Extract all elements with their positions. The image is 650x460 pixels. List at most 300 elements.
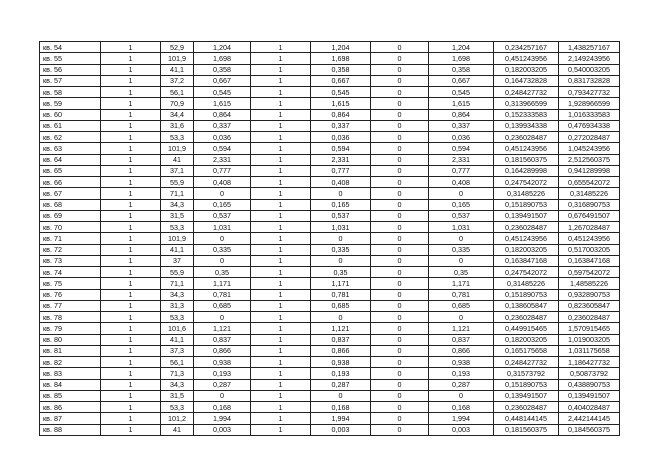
value-cell: 1,204	[194, 42, 251, 53]
table-row	[40, 379, 620, 390]
total-cell: 0,823605847	[559, 300, 620, 311]
coef-cell: 1	[251, 188, 311, 199]
count-cell: 1	[101, 334, 161, 345]
value3-cell: 0,287	[429, 379, 494, 390]
count-cell: 1	[101, 143, 161, 154]
table-row	[40, 64, 620, 75]
value2-cell: 0,408	[311, 177, 371, 188]
table-row	[40, 244, 620, 255]
value3-cell: 1,171	[429, 278, 494, 289]
coef-cell: 1	[251, 109, 311, 120]
value2-cell: 0,35	[311, 267, 371, 278]
coef-cell: 1	[251, 120, 311, 131]
zero-cell: 0	[371, 53, 429, 64]
zero-cell: 0	[371, 413, 429, 424]
value2-cell: 0	[311, 188, 371, 199]
value3-cell: 0,594	[429, 143, 494, 154]
count-cell: 1	[101, 368, 161, 379]
table-row	[40, 165, 620, 176]
value2-cell: 0,685	[311, 300, 371, 311]
value-cell: 0,594	[194, 143, 251, 154]
value-cell: 0	[194, 390, 251, 401]
value3-cell: 0,337	[429, 120, 494, 131]
zero-cell: 0	[371, 154, 429, 165]
zero-cell: 0	[371, 222, 429, 233]
area-cell: 56,1	[161, 357, 194, 368]
value2-cell: 2,331	[311, 154, 371, 165]
value2-cell: 0,545	[311, 87, 371, 98]
value3-cell: 0,777	[429, 165, 494, 176]
coef-cell: 1	[251, 267, 311, 278]
share-cell: 0,234257167	[494, 42, 559, 53]
zero-cell: 0	[371, 267, 429, 278]
share-cell: 0,181560375	[494, 424, 559, 435]
value-cell: 0,358	[194, 64, 251, 75]
value3-cell: 0,938	[429, 357, 494, 368]
value2-cell: 0,777	[311, 165, 371, 176]
apartment-cell: кв. 59	[40, 98, 101, 109]
zero-cell: 0	[371, 120, 429, 131]
value2-cell: 0,358	[311, 64, 371, 75]
area-cell: 70,9	[161, 98, 194, 109]
apartment-cell: кв. 61	[40, 120, 101, 131]
value-cell: 0,35	[194, 267, 251, 278]
coef-cell: 1	[251, 222, 311, 233]
value-cell: 0,165	[194, 199, 251, 210]
zero-cell: 0	[371, 255, 429, 266]
total-cell: 0,163847168	[559, 255, 620, 266]
total-cell: 0,272028487	[559, 132, 620, 143]
share-cell: 0,139491507	[494, 390, 559, 401]
apartment-cell: кв. 70	[40, 222, 101, 233]
value-cell: 1,031	[194, 222, 251, 233]
count-cell: 1	[101, 177, 161, 188]
apartment-cell: кв. 73	[40, 255, 101, 266]
value3-cell: 0,036	[429, 132, 494, 143]
total-cell: 0,540003205	[559, 64, 620, 75]
total-cell: 1,928966599	[559, 98, 620, 109]
value2-cell: 0	[311, 390, 371, 401]
share-cell: 0,248427732	[494, 87, 559, 98]
count-cell: 1	[101, 345, 161, 356]
zero-cell: 0	[371, 165, 429, 176]
count-cell: 1	[101, 402, 161, 413]
share-cell: 0,236028487	[494, 222, 559, 233]
coef-cell: 1	[251, 64, 311, 75]
total-cell: 0,597542072	[559, 267, 620, 278]
value-cell: 0,537	[194, 210, 251, 221]
value3-cell: 1,698	[429, 53, 494, 64]
value2-cell: 1,121	[311, 323, 371, 334]
count-cell: 1	[101, 244, 161, 255]
value-cell: 1,171	[194, 278, 251, 289]
share-cell: 0,236028487	[494, 312, 559, 323]
table-row	[40, 222, 620, 233]
share-cell: 0,182003205	[494, 64, 559, 75]
apartment-cell: кв. 63	[40, 143, 101, 154]
table-row	[40, 199, 620, 210]
value2-cell: 0,337	[311, 120, 371, 131]
coef-cell: 1	[251, 177, 311, 188]
apartment-cell: кв. 75	[40, 278, 101, 289]
table-row	[40, 289, 620, 300]
count-cell: 1	[101, 165, 161, 176]
apartment-cell: кв. 62	[40, 132, 101, 143]
value3-cell: 1,031	[429, 222, 494, 233]
total-cell: 0,316890753	[559, 199, 620, 210]
zero-cell: 0	[371, 75, 429, 86]
table-row	[40, 109, 620, 120]
zero-cell: 0	[371, 300, 429, 311]
apartment-cell: кв. 88	[40, 424, 101, 435]
apartment-cell: кв. 76	[40, 289, 101, 300]
apartment-cell: кв. 81	[40, 345, 101, 356]
value2-cell: 0,866	[311, 345, 371, 356]
apartment-cell: кв. 68	[40, 199, 101, 210]
count-cell: 1	[101, 323, 161, 334]
table-row	[40, 42, 620, 53]
value3-cell: 0,193	[429, 368, 494, 379]
total-cell: 0,451243956	[559, 233, 620, 244]
value-cell: 0,287	[194, 379, 251, 390]
coef-cell: 1	[251, 199, 311, 210]
table-row	[40, 357, 620, 368]
count-cell: 1	[101, 75, 161, 86]
coef-cell: 1	[251, 300, 311, 311]
coef-cell: 1	[251, 75, 311, 86]
total-cell: 1,016333583	[559, 109, 620, 120]
value3-cell: 0,358	[429, 64, 494, 75]
share-cell: 0,236028487	[494, 132, 559, 143]
total-cell: 0,404028487	[559, 402, 620, 413]
value3-cell: 0,35	[429, 267, 494, 278]
share-cell: 0,247542072	[494, 267, 559, 278]
total-cell: 1,045243956	[559, 143, 620, 154]
zero-cell: 0	[371, 210, 429, 221]
share-cell: 0,31485226	[494, 278, 559, 289]
share-cell: 0,313966599	[494, 98, 559, 109]
share-cell: 0,451243956	[494, 53, 559, 64]
apartment-data-table	[39, 41, 620, 436]
zero-cell: 0	[371, 64, 429, 75]
area-cell: 41	[161, 154, 194, 165]
area-cell: 37,3	[161, 345, 194, 356]
area-cell: 101,9	[161, 53, 194, 64]
count-cell: 1	[101, 379, 161, 390]
value-cell: 1,698	[194, 53, 251, 64]
coef-cell: 1	[251, 143, 311, 154]
value2-cell: 0,781	[311, 289, 371, 300]
table-row	[40, 368, 620, 379]
value2-cell: 1,171	[311, 278, 371, 289]
value-cell: 0	[194, 233, 251, 244]
apartment-cell: кв. 69	[40, 210, 101, 221]
zero-cell: 0	[371, 188, 429, 199]
count-cell: 1	[101, 98, 161, 109]
zero-cell: 0	[371, 379, 429, 390]
zero-cell: 0	[371, 323, 429, 334]
apartment-cell: кв. 87	[40, 413, 101, 424]
table-row	[40, 75, 620, 86]
coef-cell: 1	[251, 413, 311, 424]
table-row	[40, 345, 620, 356]
count-cell: 1	[101, 87, 161, 98]
area-cell: 55,9	[161, 267, 194, 278]
apartment-cell: кв. 64	[40, 154, 101, 165]
total-cell: 0,50873792	[559, 368, 620, 379]
area-cell: 34,3	[161, 289, 194, 300]
value3-cell: 0,685	[429, 300, 494, 311]
table-row	[40, 177, 620, 188]
apartment-cell: кв. 74	[40, 267, 101, 278]
value-cell: 0,938	[194, 357, 251, 368]
value2-cell: 0,036	[311, 132, 371, 143]
coef-cell: 1	[251, 244, 311, 255]
apartment-cell: кв. 54	[40, 42, 101, 53]
value3-cell: 0,165	[429, 199, 494, 210]
coef-cell: 1	[251, 278, 311, 289]
coef-cell: 1	[251, 98, 311, 109]
count-cell: 1	[101, 210, 161, 221]
count-cell: 1	[101, 278, 161, 289]
apartment-cell: кв. 85	[40, 390, 101, 401]
value-cell: 0,667	[194, 75, 251, 86]
value-cell: 0,685	[194, 300, 251, 311]
value2-cell: 0,594	[311, 143, 371, 154]
total-cell: 0,676491507	[559, 210, 620, 221]
share-cell: 0,163847168	[494, 255, 559, 266]
zero-cell: 0	[371, 278, 429, 289]
zero-cell: 0	[371, 109, 429, 120]
coef-cell: 1	[251, 289, 311, 300]
value3-cell: 1,615	[429, 98, 494, 109]
area-cell: 37,1	[161, 165, 194, 176]
area-cell: 31,5	[161, 390, 194, 401]
coef-cell: 1	[251, 255, 311, 266]
share-cell: 0,138605847	[494, 300, 559, 311]
zero-cell: 0	[371, 368, 429, 379]
table-row	[40, 233, 620, 244]
value2-cell: 0,165	[311, 199, 371, 210]
total-cell: 0,932890753	[559, 289, 620, 300]
total-cell: 1,031175658	[559, 345, 620, 356]
area-cell: 101,2	[161, 413, 194, 424]
value-cell: 0,777	[194, 165, 251, 176]
value-cell: 0,866	[194, 345, 251, 356]
coef-cell: 1	[251, 42, 311, 53]
zero-cell: 0	[371, 132, 429, 143]
coef-cell: 1	[251, 424, 311, 435]
count-cell: 1	[101, 132, 161, 143]
value3-cell: 0,837	[429, 334, 494, 345]
apartment-cell: кв. 83	[40, 368, 101, 379]
coef-cell: 1	[251, 357, 311, 368]
table-row	[40, 210, 620, 221]
value2-cell: 1,204	[311, 42, 371, 53]
value-cell: 0,545	[194, 87, 251, 98]
zero-cell: 0	[371, 143, 429, 154]
share-cell: 0,151890753	[494, 379, 559, 390]
apartment-cell: кв. 78	[40, 312, 101, 323]
coef-cell: 1	[251, 132, 311, 143]
value-cell: 1,121	[194, 323, 251, 334]
value3-cell: 0,537	[429, 210, 494, 221]
coef-cell: 1	[251, 402, 311, 413]
total-cell: 1,438257167	[559, 42, 620, 53]
total-cell: 0,941289998	[559, 165, 620, 176]
share-cell: 0,448144145	[494, 413, 559, 424]
area-cell: 52,9	[161, 42, 194, 53]
zero-cell: 0	[371, 424, 429, 435]
table-row	[40, 53, 620, 64]
total-cell: 1,570915465	[559, 323, 620, 334]
value2-cell: 0	[311, 255, 371, 266]
value-cell: 1,994	[194, 413, 251, 424]
coef-cell: 1	[251, 233, 311, 244]
zero-cell: 0	[371, 98, 429, 109]
zero-cell: 0	[371, 402, 429, 413]
table-row	[40, 312, 620, 323]
value3-cell: 0	[429, 312, 494, 323]
share-cell: 0,31573792	[494, 368, 559, 379]
share-cell: 0,181560375	[494, 154, 559, 165]
apartment-cell: кв. 79	[40, 323, 101, 334]
value2-cell: 0	[311, 312, 371, 323]
area-cell: 37	[161, 255, 194, 266]
area-cell: 71,1	[161, 188, 194, 199]
area-cell: 53,3	[161, 222, 194, 233]
count-cell: 1	[101, 390, 161, 401]
apartment-cell: кв. 80	[40, 334, 101, 345]
value2-cell: 1,698	[311, 53, 371, 64]
table-row	[40, 132, 620, 143]
value3-cell: 0,781	[429, 289, 494, 300]
share-cell: 0,152333583	[494, 109, 559, 120]
apartment-cell: кв. 56	[40, 64, 101, 75]
value-cell: 0	[194, 188, 251, 199]
value3-cell: 0,408	[429, 177, 494, 188]
value-cell: 0	[194, 255, 251, 266]
value2-cell: 0,003	[311, 424, 371, 435]
value2-cell: 1,031	[311, 222, 371, 233]
value2-cell: 0,335	[311, 244, 371, 255]
value2-cell: 0,537	[311, 210, 371, 221]
value2-cell: 0,837	[311, 334, 371, 345]
table-row	[40, 402, 620, 413]
area-cell: 56,1	[161, 87, 194, 98]
value3-cell: 0	[429, 233, 494, 244]
apartment-cell: кв. 55	[40, 53, 101, 64]
apartment-cell: кв. 71	[40, 233, 101, 244]
zero-cell: 0	[371, 390, 429, 401]
coef-cell: 1	[251, 334, 311, 345]
zero-cell: 0	[371, 345, 429, 356]
share-cell: 0,139934338	[494, 120, 559, 131]
area-cell: 101,9	[161, 143, 194, 154]
share-cell: 0,164289998	[494, 165, 559, 176]
count-cell: 1	[101, 289, 161, 300]
area-cell: 41,1	[161, 334, 194, 345]
value-cell: 0,864	[194, 109, 251, 120]
value3-cell: 0,335	[429, 244, 494, 255]
value3-cell: 0,003	[429, 424, 494, 435]
coef-cell: 1	[251, 323, 311, 334]
total-cell: 1,267028487	[559, 222, 620, 233]
coef-cell: 1	[251, 390, 311, 401]
count-cell: 1	[101, 413, 161, 424]
value-cell: 1,615	[194, 98, 251, 109]
apartment-cell: кв. 58	[40, 87, 101, 98]
table-body	[40, 42, 620, 436]
total-cell: 0,655542072	[559, 177, 620, 188]
value3-cell: 1,204	[429, 42, 494, 53]
area-cell: 71,3	[161, 368, 194, 379]
total-cell: 1,48585226	[559, 278, 620, 289]
apartment-cell: кв. 66	[40, 177, 101, 188]
area-cell: 31,3	[161, 300, 194, 311]
count-cell: 1	[101, 120, 161, 131]
coef-cell: 1	[251, 154, 311, 165]
table-row	[40, 300, 620, 311]
value2-cell: 0,193	[311, 368, 371, 379]
zero-cell: 0	[371, 357, 429, 368]
total-cell: 0,31485226	[559, 188, 620, 199]
share-cell: 0,451243956	[494, 143, 559, 154]
value2-cell: 1,994	[311, 413, 371, 424]
area-cell: 34,3	[161, 379, 194, 390]
zero-cell: 0	[371, 233, 429, 244]
area-cell: 37,2	[161, 75, 194, 86]
value3-cell: 0,168	[429, 402, 494, 413]
count-cell: 1	[101, 199, 161, 210]
total-cell: 0,438890753	[559, 379, 620, 390]
count-cell: 1	[101, 64, 161, 75]
count-cell: 1	[101, 267, 161, 278]
value-cell: 0,781	[194, 289, 251, 300]
table-row	[40, 267, 620, 278]
count-cell: 1	[101, 255, 161, 266]
zero-cell: 0	[371, 244, 429, 255]
total-cell: 0,236028487	[559, 312, 620, 323]
value2-cell: 0	[311, 233, 371, 244]
area-cell: 101,6	[161, 323, 194, 334]
share-cell: 0,182003205	[494, 334, 559, 345]
area-cell: 31,6	[161, 120, 194, 131]
table-row	[40, 255, 620, 266]
value3-cell: 0,545	[429, 87, 494, 98]
share-cell: 0,449915465	[494, 323, 559, 334]
value3-cell: 0	[429, 188, 494, 199]
count-cell: 1	[101, 188, 161, 199]
coef-cell: 1	[251, 345, 311, 356]
value3-cell: 1,994	[429, 413, 494, 424]
table-row	[40, 334, 620, 345]
value-cell: 0,408	[194, 177, 251, 188]
value-cell: 0,036	[194, 132, 251, 143]
value-cell: 0,837	[194, 334, 251, 345]
apartment-cell: кв. 65	[40, 165, 101, 176]
share-cell: 0,236028487	[494, 402, 559, 413]
value-cell: 2,331	[194, 154, 251, 165]
zero-cell: 0	[371, 199, 429, 210]
zero-cell: 0	[371, 87, 429, 98]
total-cell: 2,512560375	[559, 154, 620, 165]
table-row	[40, 188, 620, 199]
area-cell: 41,1	[161, 244, 194, 255]
share-cell: 0,164732828	[494, 75, 559, 86]
area-cell: 34,3	[161, 199, 194, 210]
value2-cell: 0,864	[311, 109, 371, 120]
